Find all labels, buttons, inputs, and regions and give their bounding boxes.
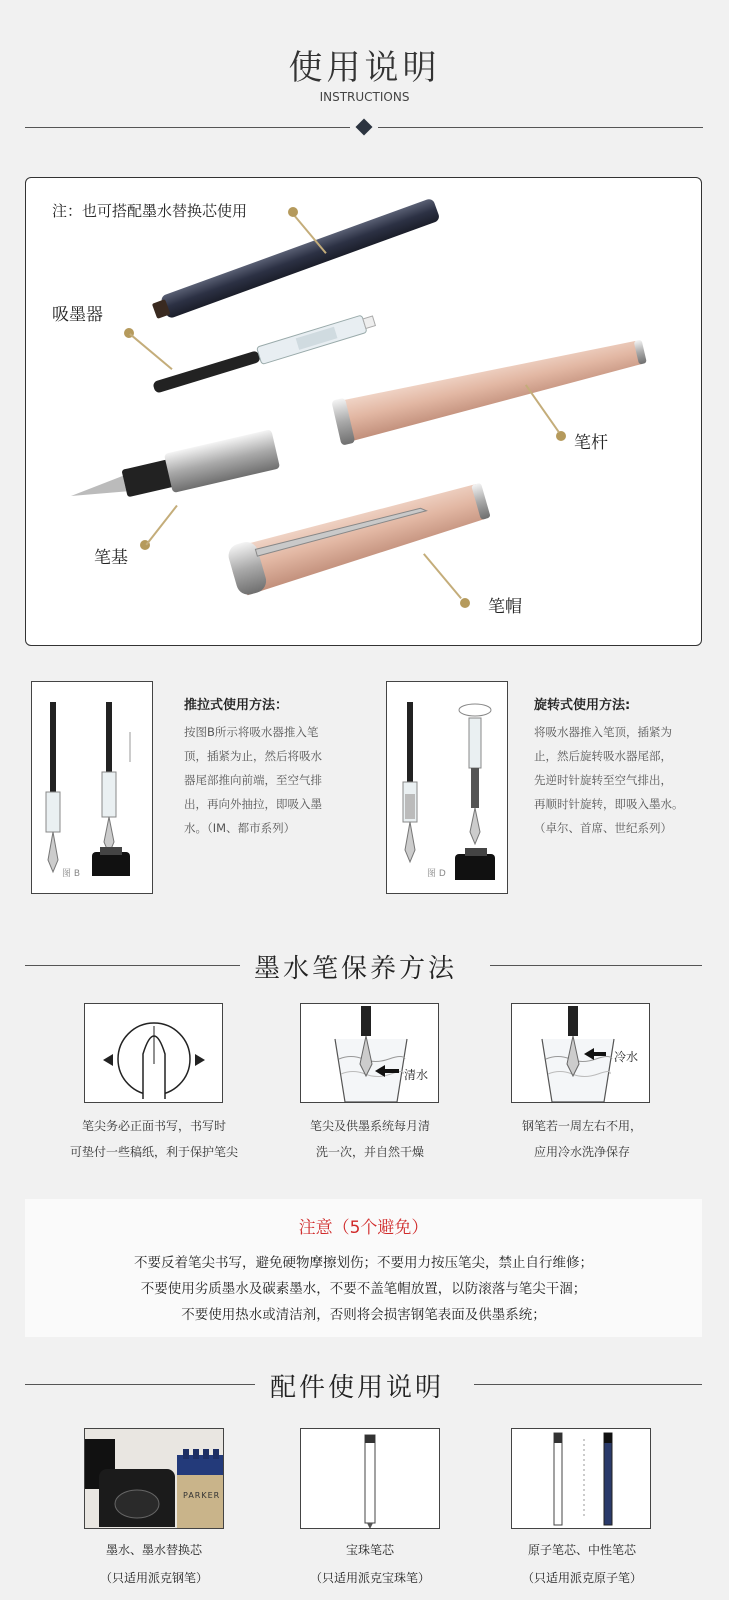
accessories-divider-right bbox=[474, 1384, 702, 1385]
accessory-name: 宝珠笔芯 bbox=[345, 1543, 394, 1557]
care-line: 可垫付一些稿纸，利于保护笔尖 bbox=[69, 1145, 238, 1159]
accessory-ink-caption bbox=[60, 1536, 248, 1592]
care-line: 应用冷水洗净保存 bbox=[533, 1145, 630, 1159]
accessories-section-title: 配件使用说明 bbox=[258, 1367, 456, 1404]
care-figure-clean bbox=[300, 1003, 439, 1103]
ink-bottle-icon bbox=[85, 1429, 224, 1529]
rotary-line: 再顺时针旋转，即吸入墨水。 bbox=[534, 797, 684, 811]
accessory-ink-figure bbox=[84, 1428, 224, 1529]
accessory-ballpoint-figure bbox=[511, 1428, 651, 1529]
rotary-text bbox=[534, 720, 684, 840]
label-cap: 笔帽 bbox=[488, 597, 522, 617]
dot-cap bbox=[460, 598, 470, 608]
section-icon bbox=[67, 429, 281, 515]
care-divider-left bbox=[25, 965, 240, 966]
push-pull-figure bbox=[31, 681, 153, 894]
accessory-note: （只适用派克宝珠笔） bbox=[309, 1571, 430, 1585]
label-cartridge-note: 注：也可搭配墨水替换芯使用 bbox=[52, 202, 248, 220]
care-caption-cold bbox=[490, 1113, 674, 1165]
ballpoint-refill-icon bbox=[512, 1429, 651, 1529]
push-pull-line: 按图B所示将吸水器推入笔 bbox=[184, 725, 319, 739]
header-divider-left bbox=[25, 127, 350, 128]
push-pull-line: 顶，插紧为止，然后将吸水 bbox=[184, 749, 322, 763]
cold-water-tag: 冷水 bbox=[614, 1050, 639, 1064]
push-pull-title: 推拉式使用方法： bbox=[184, 698, 289, 713]
cap-icon bbox=[226, 475, 493, 597]
rotary-illustration bbox=[387, 682, 507, 893]
care-caption-clean bbox=[278, 1113, 462, 1165]
accessory-name: 墨水、墨水替换芯 bbox=[105, 1543, 202, 1557]
push-pull-figure-label: 图 B bbox=[62, 869, 81, 879]
accessories-divider-left bbox=[25, 1384, 255, 1385]
label-converter: 吸墨器 bbox=[52, 305, 103, 325]
notice-title: 注意（5个避免） bbox=[298, 1218, 429, 1238]
care-caption-nib bbox=[60, 1113, 248, 1165]
care-line: 钢笔若一周左右不用， bbox=[521, 1119, 642, 1133]
rotary-line: （卓尔、首席、世纪系列） bbox=[534, 821, 672, 835]
label-section: 笔基 bbox=[94, 548, 128, 568]
accessory-rollerball-figure bbox=[300, 1428, 440, 1529]
rotary-line: 先逆时针旋转至空气排出， bbox=[534, 773, 672, 787]
notice-line: 不要反着笔尖书写，避免硬物摩擦划伤；不要用力按压笔尖，禁止自行维修； bbox=[134, 1255, 593, 1271]
header-diamond bbox=[356, 119, 373, 136]
rotary-line: 止，然后旋转吸水器尾部， bbox=[534, 749, 672, 763]
care-line: 笔尖务必正面书写，书写时 bbox=[81, 1119, 226, 1133]
dot-cartridge bbox=[288, 207, 298, 217]
accessory-note: （只适用派克原子笔） bbox=[521, 1571, 642, 1585]
rotary-figure-label: 图 D bbox=[427, 869, 446, 879]
accessory-ballpoint-caption bbox=[490, 1536, 674, 1592]
care-divider-right bbox=[490, 965, 702, 966]
rotary-title: 旋转式使用方法: bbox=[534, 698, 631, 713]
care-line: 笔尖及供墨系统每月清 bbox=[309, 1119, 430, 1133]
water-glass-icon bbox=[301, 1004, 439, 1103]
dot-barrel bbox=[556, 431, 566, 441]
care-section-title: 墨水笔保养方法 bbox=[242, 948, 469, 985]
header-divider-right bbox=[378, 127, 703, 128]
clean-water-tag: 清水 bbox=[404, 1068, 429, 1082]
care-line: 洗一次，并自然干燥 bbox=[315, 1145, 424, 1159]
push-pull-illustration bbox=[32, 682, 152, 893]
label-barrel: 笔杆 bbox=[574, 433, 608, 453]
push-pull-text bbox=[184, 720, 322, 840]
notice-line: 不要使用劣质墨水及碳素墨水，不要不盖笔帽放置，以防滚落与笔尖干涸； bbox=[140, 1281, 587, 1297]
care-figure-cold bbox=[511, 1003, 650, 1103]
push-pull-line: 出，再向外抽拉，即吸入墨 bbox=[184, 797, 322, 811]
rotary-line: 将吸水器推入笔顶，插紧为 bbox=[534, 725, 672, 739]
pen-parts-diagram bbox=[25, 177, 702, 646]
accessory-note: （只适用派克钢笔） bbox=[99, 1571, 208, 1585]
pen-parts-illustration bbox=[26, 178, 702, 646]
rotary-figure bbox=[386, 681, 508, 894]
push-pull-line: 水。（IM、都市系列） bbox=[184, 821, 296, 835]
notice-line: 不要使用热水或清洁剂，否则将会损害钢笔表面及供墨系统； bbox=[181, 1307, 546, 1323]
parker-brand-label: PARKER bbox=[183, 1491, 221, 1500]
care-figure-nib bbox=[84, 1003, 223, 1103]
accessory-name: 原子笔芯、中性笔芯 bbox=[527, 1543, 636, 1557]
rollerball-refill-icon bbox=[301, 1429, 440, 1529]
push-pull-line: 器尾部推向前端，至空气排 bbox=[184, 773, 322, 787]
notice-panel bbox=[25, 1199, 702, 1337]
page-subtitle: INSTRUCTIONS bbox=[319, 90, 410, 104]
page-title: 使用说明 bbox=[288, 48, 441, 88]
nib-direction-icon bbox=[85, 1004, 223, 1103]
accessory-rollerball-caption bbox=[278, 1536, 462, 1592]
converter-icon bbox=[151, 312, 376, 396]
